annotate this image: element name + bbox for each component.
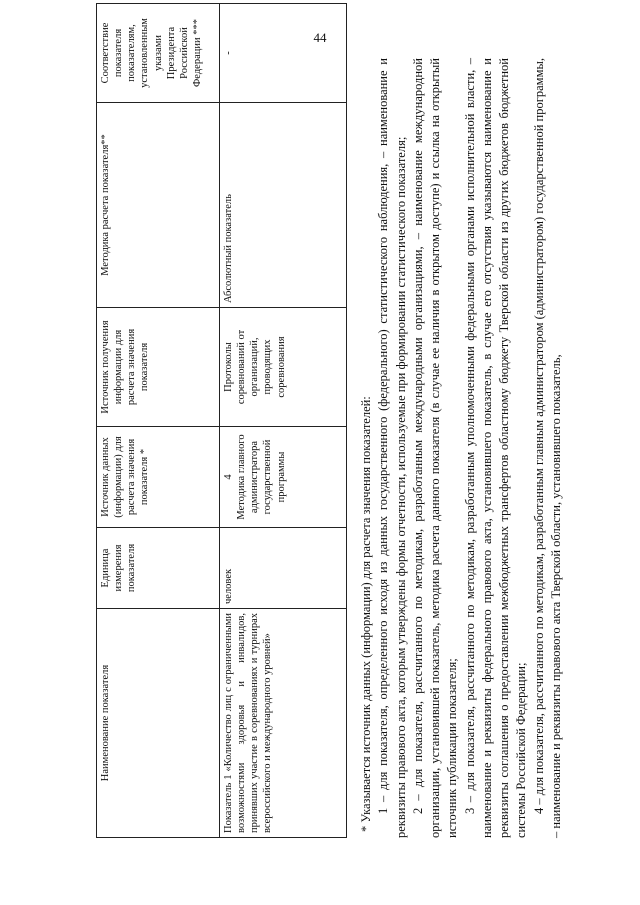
table-row [220,4,347,838]
footnote-item-3: 3 – для показателя, рассчитанного по методикам, разработанным уполномоченными федеральными органами исполнительной власти, – наименование и реквизиты федерального правового акта, установившего показатель, в случае его отсутствия указываются наименование и реквизиты соглашения о предоставлении межбюджетных трансфертов областному бюджету Тверской области из других бюджетов бюджетной системы Российской Федерации; [462,58,529,838]
cell-calculation-method: Абсолютный показатель [220,103,347,308]
cell-info-source: Протоколы соревнований от организаций, проводящих соревнования [220,308,347,427]
footnote-intro: * Указывается источник данных (информации) для расчета значения показателей: [359,396,373,832]
footnote-item-1: 1 – для показателя, определенного исходя из данных государственного (федерального) статистического наблюдения, – наименование и реквизиты правового акта, которым утверждены формы отчетности, используемые при формировании статистического показателя; [376,58,408,838]
cell-indicator-name: Показатель 1 «Количество лиц с ограниченными возможностями здоровья и инвалидов, принявших участие в соревнованиях и турнирах всероссийского и международного уровней» [220,609,347,838]
indicator-table [96,3,347,838]
cell-unit: человек [220,528,347,609]
cell-compliance: - [220,4,347,103]
header-data-source: Источник данных (информации) для расчета значения показателя * [97,427,220,528]
page-number: 44 [313,30,327,45]
header-indicator-name: Наименование показателя [97,609,220,838]
header-calculation-method: Методика расчета показателя** [97,103,220,308]
header-compliance: Соответствие показателя показателям, установленным указами Президента Российской Федерации *** [97,4,220,103]
footnote-item-2: 2 – для показателя, рассчитанного по методикам, разработанным международными организациями, – наименование международной организации, установившей показатель, методика расчета данного показателя (в случае ее наличия в открытом доступе) и ссылка на открытый источник публикации показателя; [410,58,460,838]
table-header-row [97,4,220,838]
header-info-source: Источник получения информации для расчета значения показателя [97,308,220,427]
cell-data-source [220,427,347,528]
source-code: 4 [223,474,234,480]
footnotes [358,58,565,838]
header-unit: Единица измерения показателя [97,528,220,609]
footnote-item-4: 4 – для показателя, рассчитанного по методикам, разработанным главным администратором (администратором) государственной программы, – наименование и реквизиты правового акта Тверской области, установившего показатель, [531,58,563,838]
source-text: Методика главного администратора государственной программы [236,434,287,520]
